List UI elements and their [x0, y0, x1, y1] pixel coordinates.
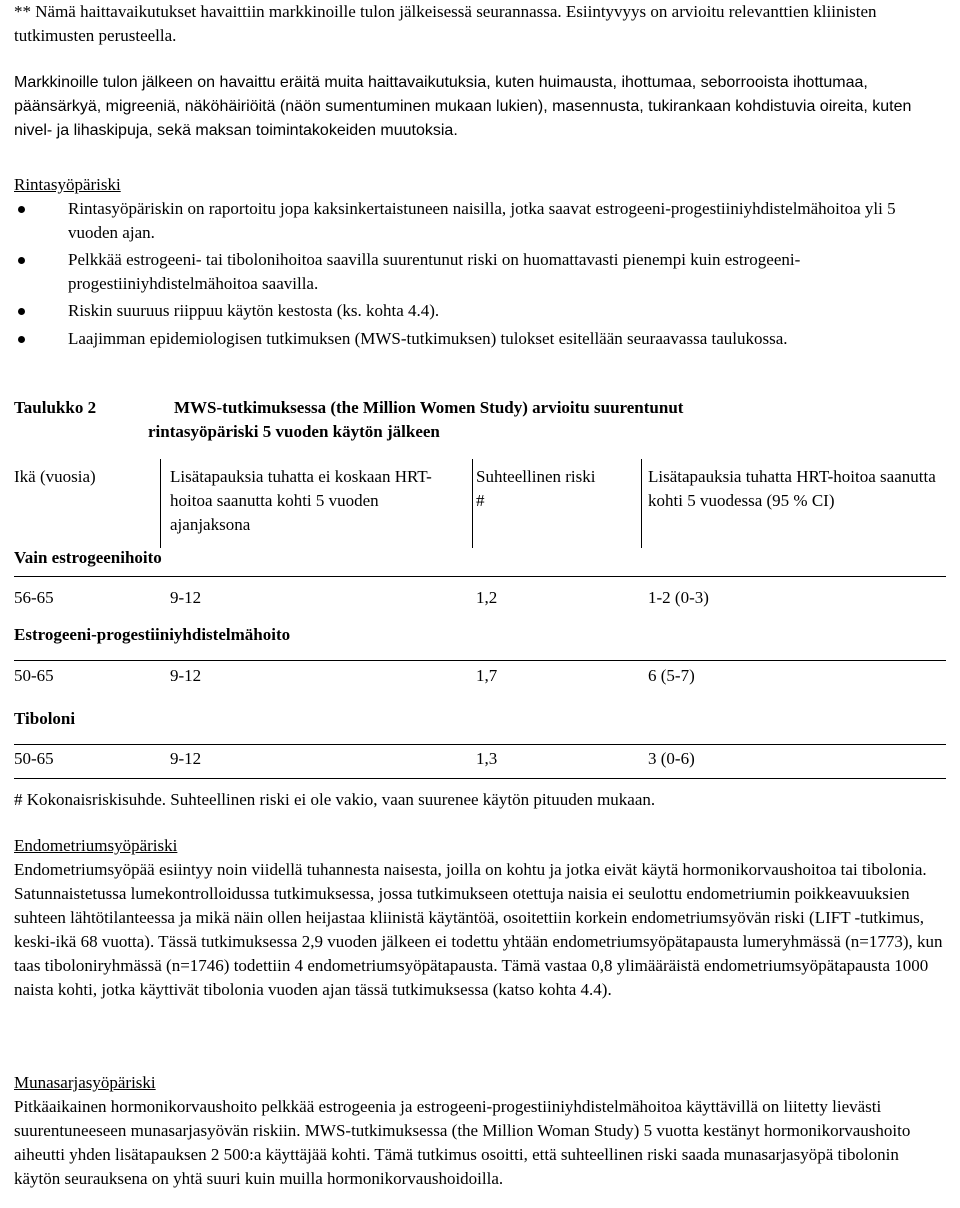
header-additional-never: Lisätapauksia tuhatta ei koskaan HRT-hoitoa saanutta kohti 5 vuoden ajanjaksona — [170, 467, 432, 534]
table-rule — [14, 744, 946, 745]
bullet-item: Riskin suuruus riippuu käytön kestosta (ks. kohta 4.4). — [14, 299, 946, 323]
header-age: Ikä (vuosia) — [14, 467, 96, 486]
cell-never: 9-12 — [170, 588, 202, 607]
cell-never: 9-12 — [170, 666, 202, 685]
endometrial-paragraph: Endometriumsyöpää esiintyy noin viidellä tuhannesta naisesta, joilla on kohtu ja jotka eivät käytä hormonikorvaushoitoa tai tibolonia. — [14, 860, 927, 879]
header-additional-hrt: Lisätapauksia tuhatta HRT-hoitoa saanutta kohti 5 vuodessa (95 % CI) — [648, 467, 936, 510]
table-divider — [160, 459, 161, 548]
bullet-item: Laajimman epidemiologisen tutkimuksen (MWS-tutkimuksen) tulokset esitellään seuraavassa taulukossa. — [14, 327, 946, 351]
table-title — [148, 396, 908, 444]
cell-rr: 1,2 — [476, 588, 498, 607]
cell-rr: 1,3 — [476, 749, 498, 768]
breast-cancer-bullets — [14, 197, 946, 351]
endometrial-paragraph: Satunnaistetussa lumekontrolloidussa tutkimuksessa, jossa tutkimukseen otettuja naisia ei seulottu endometriumin poikkeavuuksien suhteen lähtötilanteessa ja mikä näin ollen heijastaa kliinistä käytäntöä, osoitettiin korkein endometriumsyövän riski (LIFT -tutkimus, keski-ikä 68 vuotta). Tässä tutkimuksessa 2,9 vuoden jälkeen ei todettu yhtään endometriumsyöpätapausta lumeryhmässä (n=1773), kun taas tiboloniryhmässä (n=1746) todettiin 4 endometriumsyöpätapausta. Tämä vastaa 0,8 ylimääräistä endometriumsyöpätapausta 1000 naista kohti, jotka käyttivät tibolonia vuoden ajan tässä tutkimuksessa (katso kohta 4.4). — [14, 884, 943, 999]
cell-age: 56-65 — [14, 588, 54, 607]
table-footnote: # Kokonaisriskisuhde. Suhteellinen riski ei ole vakio, vaan suurenee käytön pituuden mukaan. — [14, 790, 656, 809]
table-rule — [14, 576, 946, 577]
header-relative-risk: Suhteellinen riski # — [476, 467, 596, 510]
endometrial-body — [14, 858, 946, 1002]
table-divider — [641, 459, 642, 548]
cell-hrt: 3 (0-6) — [648, 749, 695, 768]
ovarian-heading: Munasarjasyöpäriski — [14, 1073, 156, 1092]
cell-rr: 1,7 — [476, 666, 498, 685]
ovarian-paragraph: Pitkäaikainen hormonikorvaushoito pelkkää estrogeenia ja estrogeeni-progestiiniyhdistelmähoitoa käyttävillä on liitetty lievästi suurentuneeseen munasarjasyövän riskiin. MWS-tutkimuksessa (the Million Woman Study) 5 vuotta kestänyt hormonikorvaushoito aiheutti yhden lisätapauksen 2 500:a käyttäjää kohti. Tämä tutkimus osoitti, että suhteellinen riski saada munasarjasyöpä tibolonin käytön seurauksena on yhtä suuri kuin muilla hormonikorvaushoidoilla. — [14, 1097, 911, 1188]
cell-hrt: 6 (5-7) — [648, 666, 695, 685]
cell-age: 50-65 — [14, 749, 54, 768]
table-label: Taulukko 2 — [14, 398, 97, 417]
table-title-line: rintasyöpäriski 5 vuoden käytön jälkeen — [148, 422, 440, 441]
bullet-item: Pelkkää estrogeeni- tai tibolonihoitoa saavilla suurentunut riski on huomattavasti pienempi kuin estrogeeni-progestiiniyhdistelmähoitoa saavilla. — [14, 248, 946, 296]
breast-cancer-heading: Rintasyöpäriski — [14, 175, 121, 194]
group-label: Estrogeeni-progestiiniyhdistelmähoito — [14, 625, 291, 644]
endometrial-heading: Endometriumsyöpäriski — [14, 836, 178, 855]
table-title-line: MWS-tutkimuksessa (the Million Women Study) arvioitu suurentunut — [174, 398, 684, 417]
group-label: Vain estrogeenihoito — [14, 548, 162, 567]
cell-never: 9-12 — [170, 749, 202, 768]
table-header-row — [14, 465, 946, 555]
table-rule — [14, 660, 946, 661]
bullet-item: Rintasyöpäriskin on raportoitu jopa kaksinkertaistuneen naisilla, jotka saavat estrogeeni-progestiiniyhdistelmähoitoa yli 5 vuoden ajan. — [14, 197, 946, 245]
side-effects-paragraph: Markkinoille tulon jälkeen on havaittu eräitä muita haittavaikutuksia, kuten huimausta, ihottumaa, seborrooista ihottumaa, päänsärkyä, migreeniä, näköhäiriöitä (näön sumentuminen mukaan lukien), masennusta, tukirankaan kohdistuvia oireita, kuten nivel- ja lihaskipuja, sekä maksan toimintakokeiden muutoksia. — [14, 74, 912, 139]
cell-hrt: 1-2 (0-3) — [648, 588, 709, 607]
group-label: Tiboloni — [14, 709, 76, 728]
cell-age: 50-65 — [14, 666, 54, 685]
table-rule — [14, 778, 946, 779]
table-divider — [472, 459, 473, 548]
intro-footnote: ** Nämä haittavaikutukset havaittiin markkinoille tulon jälkeisessä seurannassa. Esiintyvyys on arvioitu relevanttien kliinisten tutkimusten perusteella. — [14, 2, 877, 45]
